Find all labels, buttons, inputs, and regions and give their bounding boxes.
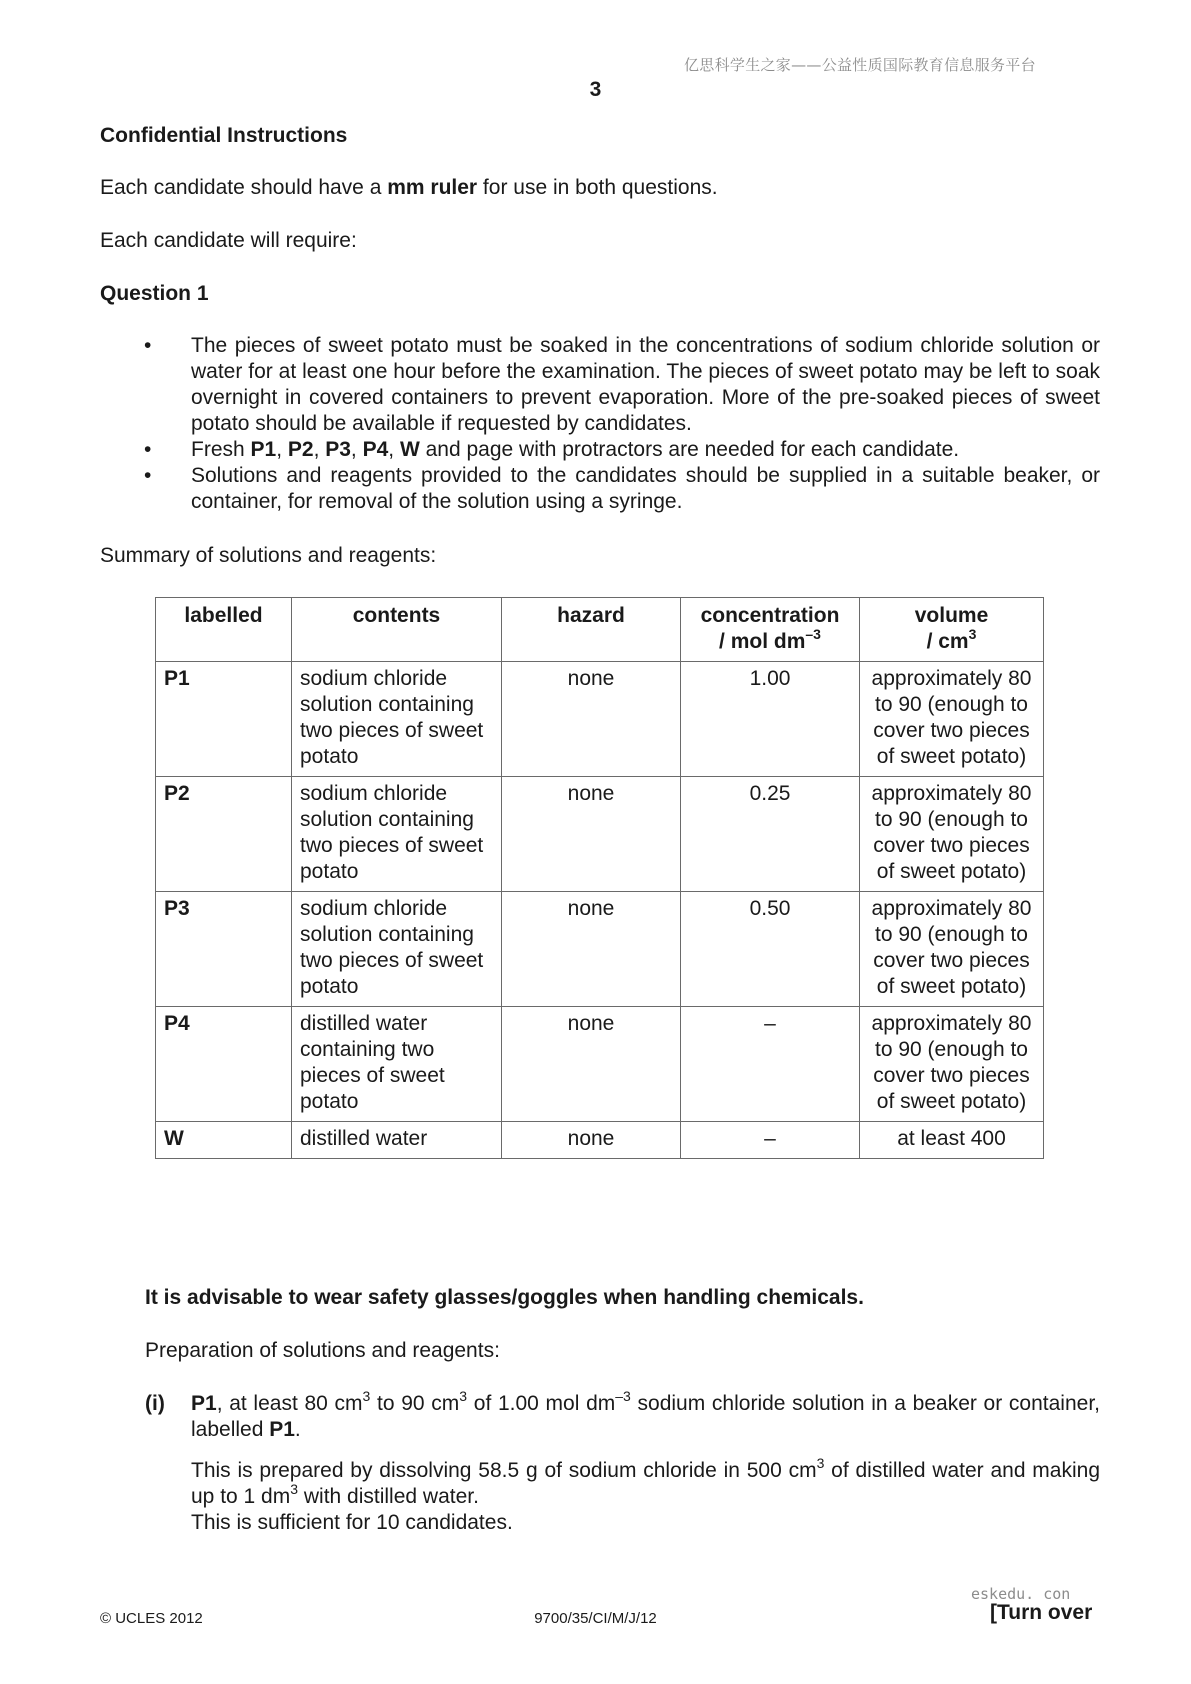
bullet-text: Solutions and reagents provided to the candidates should be supplied in a suitable beaker, or container, for removal of the solution using a syringe. xyxy=(191,464,1100,513)
cell-volume: approximately 80 to 90 (enough to cover two pieces of sweet potato) xyxy=(860,777,1044,892)
item-preparation-method xyxy=(191,1455,1101,1536)
table-row xyxy=(156,777,1044,892)
separator: , xyxy=(276,438,288,461)
cell-contents: distilled water containing two pieces of sweet potato xyxy=(292,1007,502,1122)
header-concentration-line1: concentration xyxy=(700,604,840,627)
watermark-top-text: 亿思科学生之家——公益性质国际教育信息服务平台 xyxy=(684,56,1036,74)
table-row xyxy=(156,1007,1044,1122)
label-p4: P4 xyxy=(362,438,389,461)
instruction-bullets xyxy=(100,333,1100,515)
label-p1: P1 xyxy=(191,1392,217,1415)
superscript: 3 xyxy=(362,1388,371,1404)
cell-labelled: W xyxy=(156,1122,292,1159)
superscript: 3 xyxy=(290,1481,299,1497)
bullet-text: Fresh xyxy=(191,438,251,461)
ruler-post-text: for use in both questions. xyxy=(477,176,718,199)
cell-concentration: – xyxy=(681,1122,860,1159)
cell-hazard: none xyxy=(502,892,681,1007)
cell-labelled: P1 xyxy=(156,662,292,777)
bullet-item xyxy=(100,463,1100,515)
cell-concentration: – xyxy=(681,1007,860,1122)
watermark-bottom-text: eskedu. con xyxy=(971,1585,1071,1603)
cell-contents: sodium chloride solution containing two pieces of sweet potato xyxy=(292,777,502,892)
header-concentration xyxy=(681,598,860,662)
header-concentration-unit: / mol dm xyxy=(719,630,806,653)
table-row xyxy=(156,1122,1044,1159)
superscript: 3 xyxy=(816,1455,825,1471)
header-volume-sup: 3 xyxy=(968,626,977,642)
item-text: of 1.00 mol dm xyxy=(467,1392,616,1415)
footer-code: 9700/35/CI/M/J/12 xyxy=(534,1610,657,1627)
cell-hazard: none xyxy=(502,1007,681,1122)
item-text: . xyxy=(294,1418,301,1441)
page-number: 3 xyxy=(589,78,602,101)
item-number: (i) xyxy=(145,1392,165,1415)
cell-volume: approximately 80 to 90 (enough to cover two pieces of sweet potato) xyxy=(860,1007,1044,1122)
cell-contents: sodium chloride solution containing two pieces of sweet potato xyxy=(292,662,502,777)
bullet-item xyxy=(100,333,1100,437)
cell-concentration: 1.00 xyxy=(681,662,860,777)
ruler-instruction xyxy=(100,175,1100,201)
label-p1: P1 xyxy=(269,1418,295,1441)
header-contents: contents xyxy=(292,598,502,662)
reagents-table xyxy=(155,597,1044,1159)
cell-volume: approximately 80 to 90 (enough to cover two pieces of sweet potato) xyxy=(860,892,1044,1007)
item-text: to 90 cm xyxy=(370,1392,460,1415)
cell-labelled: P3 xyxy=(156,892,292,1007)
label-p1: P1 xyxy=(250,438,277,461)
cell-hazard: none xyxy=(502,662,681,777)
cell-concentration: 0.50 xyxy=(681,892,860,1007)
question-heading: Question 1 xyxy=(100,282,209,305)
label-w: W xyxy=(399,438,420,461)
table-row xyxy=(156,662,1044,777)
cell-volume: approximately 80 to 90 (enough to cover two pieces of sweet potato) xyxy=(860,662,1044,777)
bullet-text: The pieces of sweet potato must be soaked in the concentrations of sodium chloride solution or water for at least one hour before the examination. The pieces of sweet potato may be left to soak overnight in covered containers to prevent evaporation. More of the pre-soaked pieces of sweet potato should be available if requested by candidates. xyxy=(191,334,1100,435)
superscript: 3 xyxy=(459,1388,468,1404)
cell-contents: sodium chloride solution containing two pieces of sweet potato xyxy=(292,892,502,1007)
header-concentration-sup: –3 xyxy=(805,626,821,642)
item-description xyxy=(191,1388,1100,1443)
turn-over-label: [Turn over xyxy=(990,1601,1093,1624)
label-p2: P2 xyxy=(287,438,314,461)
table-row xyxy=(156,892,1044,1007)
header-volume xyxy=(860,598,1044,662)
safety-notice: It is advisable to wear safety glasses/goggles when handling chemicals. xyxy=(145,1286,864,1309)
cell-hazard: none xyxy=(502,777,681,892)
cell-labelled: P4 xyxy=(156,1007,292,1122)
ruler-bold-text: mm ruler xyxy=(387,176,478,199)
header-labelled: labelled xyxy=(156,598,292,662)
header-volume-line1: volume xyxy=(914,604,989,627)
sufficient-text: This is sufficient for 10 candidates. xyxy=(191,1511,513,1534)
require-text: Each candidate will require: xyxy=(100,229,357,252)
cell-volume: at least 400 xyxy=(860,1122,1044,1159)
cell-labelled: P2 xyxy=(156,777,292,892)
footer-copyright: © UCLES 2012 xyxy=(100,1610,203,1627)
header-volume-unit: / cm xyxy=(926,630,969,653)
item-text: , at least 80 cm xyxy=(216,1392,363,1415)
bullet-text: and page with protractors are needed for each candidate. xyxy=(419,438,960,461)
cell-hazard: none xyxy=(502,1122,681,1159)
bullet-item: • Fresh P1, P2, P3, P4, W and page with protractors are needed for each candidate. xyxy=(100,437,1100,463)
label-p3: P3 xyxy=(325,438,351,461)
prep-text: of distilled water and making up to 1 dm xyxy=(191,1459,1101,1508)
ruler-pre-text: Each candidate should have a xyxy=(100,176,388,199)
header-hazard: hazard xyxy=(502,598,681,662)
prep-text: with distilled water. xyxy=(298,1485,479,1508)
cell-contents: distilled water xyxy=(292,1122,502,1159)
superscript: –3 xyxy=(615,1388,631,1404)
summary-label: Summary of solutions and reagents: xyxy=(100,544,437,567)
preparation-label: Preparation of solutions and reagents: xyxy=(145,1339,500,1362)
section-heading: Confidential Instructions xyxy=(100,124,348,147)
cell-concentration: 0.25 xyxy=(681,777,860,892)
prep-text: This is prepared by dissolving 58.5 g of sodium chloride in 500 cm xyxy=(191,1459,817,1482)
table-header-row xyxy=(156,598,1044,662)
item-text: sodium chloride solution in a beaker or container, labelled xyxy=(191,1392,1100,1441)
